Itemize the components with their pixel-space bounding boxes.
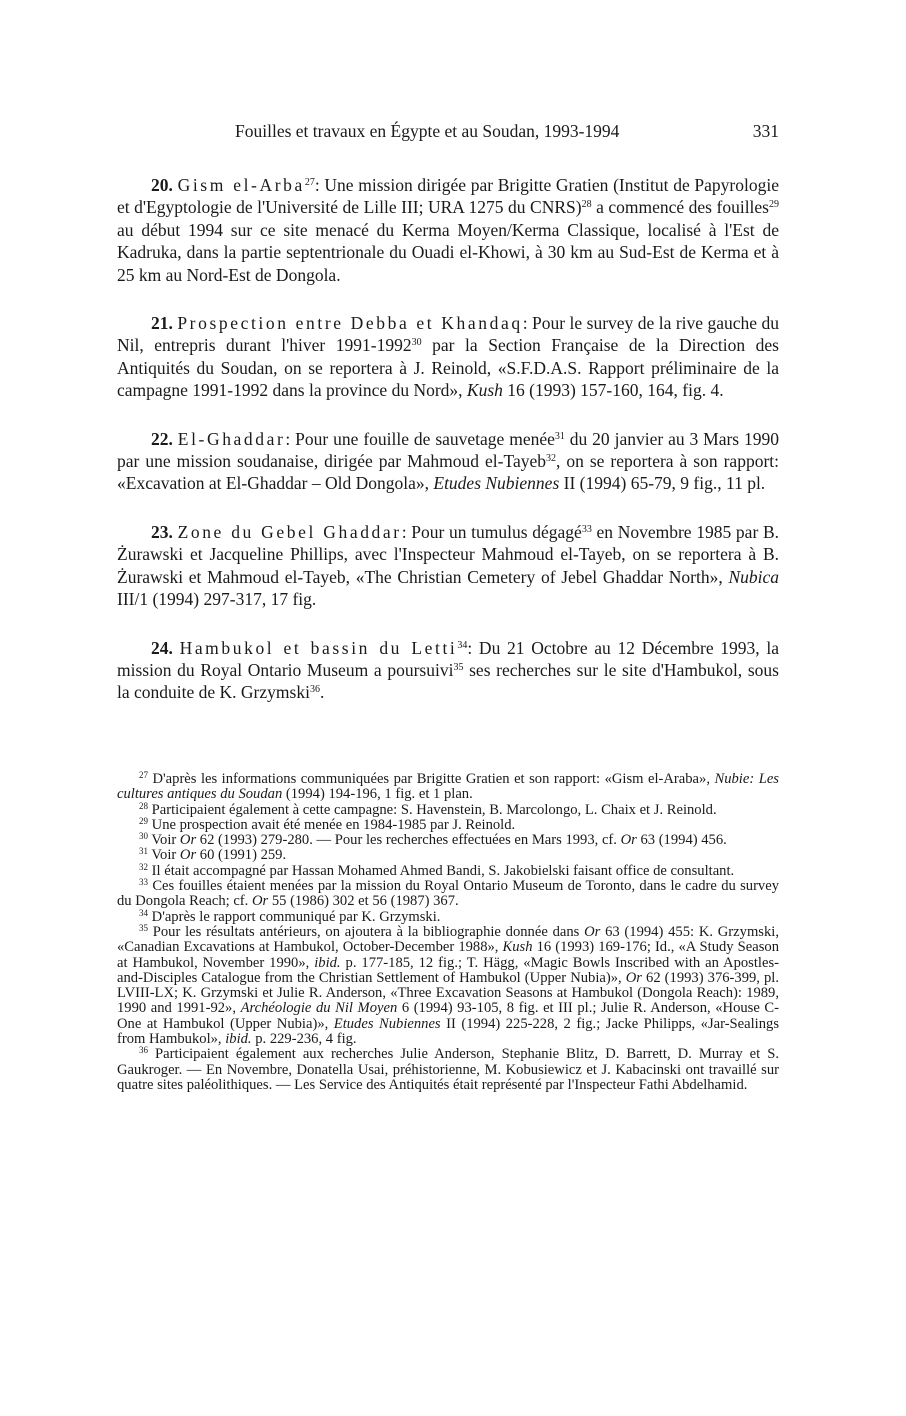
- footnote-ref[interactable]: 32: [545, 453, 556, 465]
- section-heading: Zone du Gebel Ghaddar: [177, 521, 402, 542]
- footnote-text: Ces fouilles étaient menées par la mission du Royal Ontario Museum de Toronto, dans le cadre du survey du Dongola Reach; cf.: [117, 878, 779, 910]
- footnote-number: 35: [139, 922, 148, 933]
- footnote-italic: ibid.: [225, 1031, 252, 1048]
- footnote-text: 6 (1994) 93-105, 8 fig. et III pl.; Julie R. Anderson, «House C-One at Hambukol (Upper Nubia)»,: [117, 1000, 779, 1032]
- section-text: , on se reportera à son rapport: «Excavation at El-Ghaddar – Old Dongola»,: [117, 451, 779, 494]
- footnote-text: 16 (1993) 169-176; Id., «A Study Season at Hambukol, November 1990»,: [117, 939, 779, 971]
- section-text: : Du 21 Octobre au 12 Décembre 1993, la mission du Royal Ontario Museum a poursuivi: [117, 637, 779, 680]
- section-text: .: [319, 682, 325, 703]
- running-title: Fouilles et travaux en Égypte et au Soudan, 1993-1994: [235, 121, 620, 141]
- section-number: 21.: [151, 313, 173, 334]
- footnote-ref[interactable]: 29: [769, 199, 779, 211]
- footnote-italic: ibid.: [314, 954, 341, 971]
- footnote-text: Il était accompagné par Hassan Mohamed Ahmed Bandi, S. Jakobielski faisant office de consultant.: [151, 862, 735, 879]
- section-heading: Gism el-Arba: [177, 175, 305, 195]
- section-number: 23.: [151, 521, 173, 542]
- footnote-italic: Or: [251, 893, 269, 910]
- section-text: : Pour le survey de la rive gauche du Nil, entrepris durant l'hiver 1991-1992: [117, 313, 780, 356]
- footnote-text: Voir: [151, 832, 180, 849]
- section-24: [117, 637, 779, 704]
- journal-title: Nubica: [728, 566, 779, 587]
- footnote-italic: Etudes Nubiennes: [333, 1015, 441, 1032]
- footnote-number: 36: [139, 1045, 148, 1056]
- section-21: [117, 312, 779, 402]
- footnote-text: 60 (1991) 259.: [196, 847, 287, 864]
- footnote-number: 32: [139, 861, 148, 872]
- footnote-ref[interactable]: 30: [411, 337, 422, 349]
- footnote-italic: Or: [179, 847, 197, 864]
- footnote-32: [117, 861, 779, 879]
- footnote-number: 27: [139, 770, 148, 780]
- footnote-italic: Or: [620, 832, 637, 849]
- section-number: 22.: [151, 428, 173, 449]
- section-heading: El-Ghaddar: [177, 428, 286, 449]
- footnote-ref[interactable]: 31: [554, 430, 565, 442]
- section-text: : Pour un tumulus dégagé: [401, 521, 582, 542]
- section-heading: Hambukol et bassin du Letti: [179, 637, 458, 658]
- footnote-34: [117, 907, 779, 925]
- section-text: : Une mission dirigée par Brigitte Gratien (Institut de Papyrologie et d'Egyptologie de l'Université de Lille III; URA 1275 du CNRS): [117, 175, 779, 218]
- section-number: 24.: [151, 637, 173, 658]
- footnote-text: II (1994) 225-228, 2 fig.; Jacke Philipps, «Jar-Sealings from Hambukol»,: [117, 1015, 780, 1048]
- section-number: 20.: [151, 175, 173, 195]
- footnotes: [117, 772, 779, 1093]
- footnote-number: 30: [139, 831, 148, 842]
- footnote-text: 63 (1994) 455: K. Grzymski, «Canadian Excavations at Hambukol, October-December 1988»,: [117, 923, 779, 956]
- footnote-text: Une prospection avait été menée en 1984-1985 par J. Reinold.: [151, 816, 516, 833]
- section-text: III/1 (1994) 297-317, 17 fig.: [117, 589, 317, 610]
- journal-title: Etudes Nubiennes: [433, 473, 560, 494]
- footnote-text: D'après les informations communiquées par Brigitte Gratien et son rapport: «Gism el-Araba»,: [152, 771, 715, 787]
- footnote-36: [117, 1047, 779, 1093]
- section-text: : Pour une fouille de sauvetage menée: [285, 428, 555, 449]
- section-23: [117, 521, 779, 611]
- section-heading: Prospection entre Debba et Khandaq: [177, 313, 523, 334]
- footnote-31: [117, 848, 779, 863]
- footnote-text: 62 (1993) 376-399, pl. LVIII-LX; K. Grzymski et Julie R. Anderson, «Three Excavation Seasons at Hambukol (Dongola Reach): 1989, 1990 and 1991-92»,: [117, 969, 779, 1017]
- footnote-text: (1994) 194-196, 1 fig. et 1 plan.: [282, 786, 473, 803]
- section-text: II (1994) 65-79, 9 fig., 11 pl.: [559, 473, 766, 494]
- section-22: [117, 428, 779, 495]
- footnote-number: 33: [139, 877, 148, 888]
- section-text: au début 1994 sur ce site menacé du Kerma Moyen/Kerma Classique, localisé à l'Est de Kadruka, dans la partie septentrionale du Ouadi el-Khowi, à 30 km au Sud-Est de Kerma et à 25 km au Nord-Est de Dongola.: [117, 219, 779, 285]
- footnote-italic: Kush: [502, 939, 533, 956]
- footnote-number: 34: [139, 907, 148, 918]
- footnote-ref[interactable]: 27: [304, 177, 315, 188]
- footnote-italic: Or: [179, 832, 197, 849]
- section-text: ses recherches sur le site d'Hambukol, sous la conduite de K. Grzymski: [117, 659, 779, 703]
- footnote-29: [117, 815, 779, 833]
- footnote-ref[interactable]: 34: [457, 639, 468, 651]
- footnote-ref[interactable]: 33: [581, 523, 592, 535]
- section-text: du 20 janvier au 3 Mars 1990 par une mission soudanaise, dirigée par Mahmoud el-Tayeb: [117, 428, 779, 472]
- footnote-28: [117, 800, 779, 818]
- footnote-text: Participaient également à cette campagne: S. Havenstein, B. Marcolongo, L. Chaix et J. Reinold.: [151, 801, 717, 818]
- footnote-ref[interactable]: 36: [309, 684, 320, 696]
- footnote-italic: Archéologie du Nil Moyen: [240, 1000, 398, 1017]
- footnote-number: 29: [139, 815, 148, 826]
- journal-title: Kush: [466, 380, 503, 401]
- footnote-text: Participaient également aux recherches Julie Anderson, Stephanie Blitz, D. Barrett, D. Murray et S. Gaukroger. — En Novembre, Donatella Usai, préhistorienne, M. Kobusiewicz et J. Kabacinski ont travaillé sur quatre sites paléolithiques. — Les Service des Antiquités était représenté par l'Inspecteur Fathi Abdelhamid.: [117, 1046, 779, 1093]
- footnote-number: 28: [139, 800, 148, 811]
- footnote-ref[interactable]: 28: [581, 199, 592, 211]
- section-text: en Novembre 1985 par B. Żurawski et Jacqueline Phillips, avec l'Inspecteur Mahmoud el-Tayeb, on se reportera à B. Żurawski et Mahmoud el-Tayeb, «The Christian Cemetery of Jebel Ghaddar North»,: [117, 521, 779, 587]
- footnote-text: p. 229-236, 4 fig.: [251, 1031, 357, 1048]
- footnote-italic: Or: [625, 969, 642, 986]
- section-text: par la Section Française de la Direction des Antiquités du Soudan, on se reportera à J. Reinold, «S.F.D.A.S. Rapport préliminaire de la campagne 1991-1992 dans la province du Nord»,: [117, 335, 779, 401]
- footnote-33: [117, 879, 779, 910]
- section-20: [117, 174, 779, 286]
- footnote-text: 63 (1994) 456.: [636, 832, 727, 849]
- footnote-text: Voir: [151, 847, 180, 864]
- footnote-text: Pour les résultats antérieurs, on ajoutera à la bibliographie donnée dans: [152, 923, 585, 940]
- footnote-text: 62 (1993) 279-280. — Pour les recherches effectuées en Mars 1993, cf.: [196, 832, 621, 849]
- footnote-text: p. 177-185, 12 fig.; T. Hägg, «Magic Bowls Inscribed with an Apostles-and-Disciples Catalogue from the Christian Settlement of Hambukol (Upper Nubia)»,: [117, 954, 779, 986]
- footnote-ref[interactable]: 35: [453, 661, 464, 673]
- footnote-text: D'après le rapport communiqué par K. Grzymski.: [151, 908, 441, 925]
- footnote-27: [117, 772, 779, 803]
- page-number: 331: [752, 121, 779, 141]
- footnote-italic: Nubie: Les cultures antiques du Soudan: [117, 771, 779, 803]
- footnote-number: 31: [139, 846, 148, 857]
- main-text: [117, 174, 779, 730]
- footnote-italic: Or: [584, 923, 601, 940]
- footnote-35: [117, 922, 780, 1048]
- section-text: a commencé des fouilles: [591, 197, 769, 218]
- footnote-text: 55 (1986) 302 et 56 (1987) 367.: [268, 893, 459, 910]
- section-text: 16 (1993) 157-160, 164, fig. 4.: [502, 380, 724, 401]
